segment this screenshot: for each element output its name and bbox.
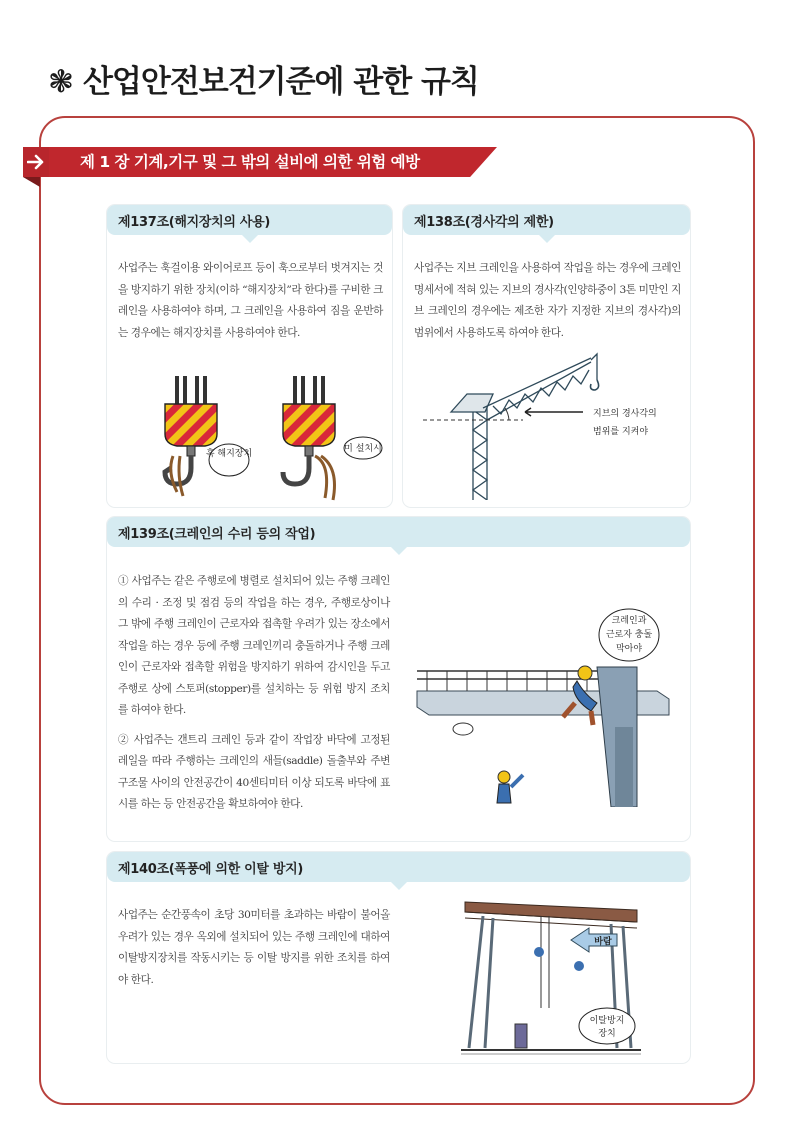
jib-angle-label-1: 지브의 경사각의 [593,409,657,419]
anti-derail-label-2: 장치 [598,1029,616,1039]
chapter-band-fold [23,177,40,187]
hook-with-latch [165,376,252,496]
chapter-arrow-block [23,147,49,177]
article-137-card [107,205,392,507]
jib-angle-label-2: 범위를 지켜야 [593,427,649,437]
article-140-header [107,852,690,882]
article-140-body: 사업주는 순간풍속이 초당 30미터를 초과하는 바람이 불어올 우려가 있는 경우 옥외에 설치되어 있는 주행 크레인에 대하여 이탈방지장치를 작동시키는 등 이탈 방지를 위한 조치를 하여야 한다. [118,909,390,986]
crane-collision-label-1: 크레인과 [611,616,647,626]
article-138-header [403,205,690,235]
article-139-title: 제139조(크레인의 수리 등의 작업) [118,527,316,542]
crane-collision-label-3: 막아야 [615,644,643,654]
hook-latch-label-1: 훅 해지장치 [205,449,253,459]
hook-without-latch [283,376,382,500]
arrow-right-icon [27,154,45,170]
flower-mark-icon: ❃ [48,64,73,100]
article-138-card [403,205,690,507]
article-139-paragraph-1: ① 사업주는 같은 주행로에 병렬로 설치되어 있는 주행 크레인의 수리 · 조정 및 점검 등의 작업을 하는 경우, 주행로상이나 그 밖에 주행 크레인이 근로자와 접촉할 우려가 있는 장소에서 작업을 하는 경우 등에 주행 크레인끼리 충돌하거나 주행 크레인이 근로자와 접촉할 위험을 방지하기 위하여 감시인을 두고 주행로 상에 스토퍼(stopper)를 설치하는 등 위험 방지 조치를 하여야 한다. [118,575,390,716]
article-138-body: 사업주는 지브 크레인을 사용하여 작업을 하는 경우에 크레인 명세서에 적혀 있는 지브의 경사각(인양하중이 3톤 미만인 지브 크레인의 경우에는 제조한 자가 지정한 지브의 경사각)의 범위에서 사용하도록 하여야 한다. [414,262,681,339]
crane-collision-label-2: 근로자 충돌 [605,630,653,640]
gantry-crane-wind-illustration [461,888,641,1058]
article-140-card [107,852,690,1063]
anti-derail-label-1: 이탈방지 [589,1016,625,1026]
chapter-title: 제 1 장 기계,기구 및 그 밖의 설비에 의한 위험 예방 [80,153,420,171]
article-137-title: 제137조(해지장치의 사용) [118,215,271,230]
article-139-body [118,571,390,816]
article-137-header [107,205,392,235]
overhead-crane-repair-illustration [407,607,687,807]
jib-crane-illustration [413,350,683,500]
page-title-text: 산업안전보건기준에 관한 규칙 [82,64,479,100]
article-138-title: 제138조(경사각의 제한) [414,215,554,230]
article-139-card [107,517,690,841]
hook-latch-illustration [147,372,387,502]
wind-label: 바람 [594,937,612,947]
article-139-paragraph-2: ② 사업주는 갠트리 크레인 등과 같이 작업장 바닥에 고정된 레일을 따라 주행하는 크레인의 새들(saddle) 돌출부와 주변 구조물 사이의 안전공간이 40센티미터 이상 되도록 바닥에 표시를 하는 등 안전공간을 확보하여야 한다. [118,733,390,810]
page-title [48,56,479,101]
article-139-header [107,517,690,547]
article-140-title: 제140조(폭풍에 의한 이탈 방지) [118,862,304,877]
no-latch-label: 미 설치시 [344,444,382,454]
article-137-body: 사업주는 훅걸이용 와이어로프 등이 훅으로부터 벗겨지는 것을 방지하기 위한 장치(이하 “해지장치”라 한다)를 구비한 크레인을 사용하여야 하며, 그 크레인을 사용하여 짐을 운반하는 경우에는 해지장치를 사용하여야 한다. [118,262,383,339]
